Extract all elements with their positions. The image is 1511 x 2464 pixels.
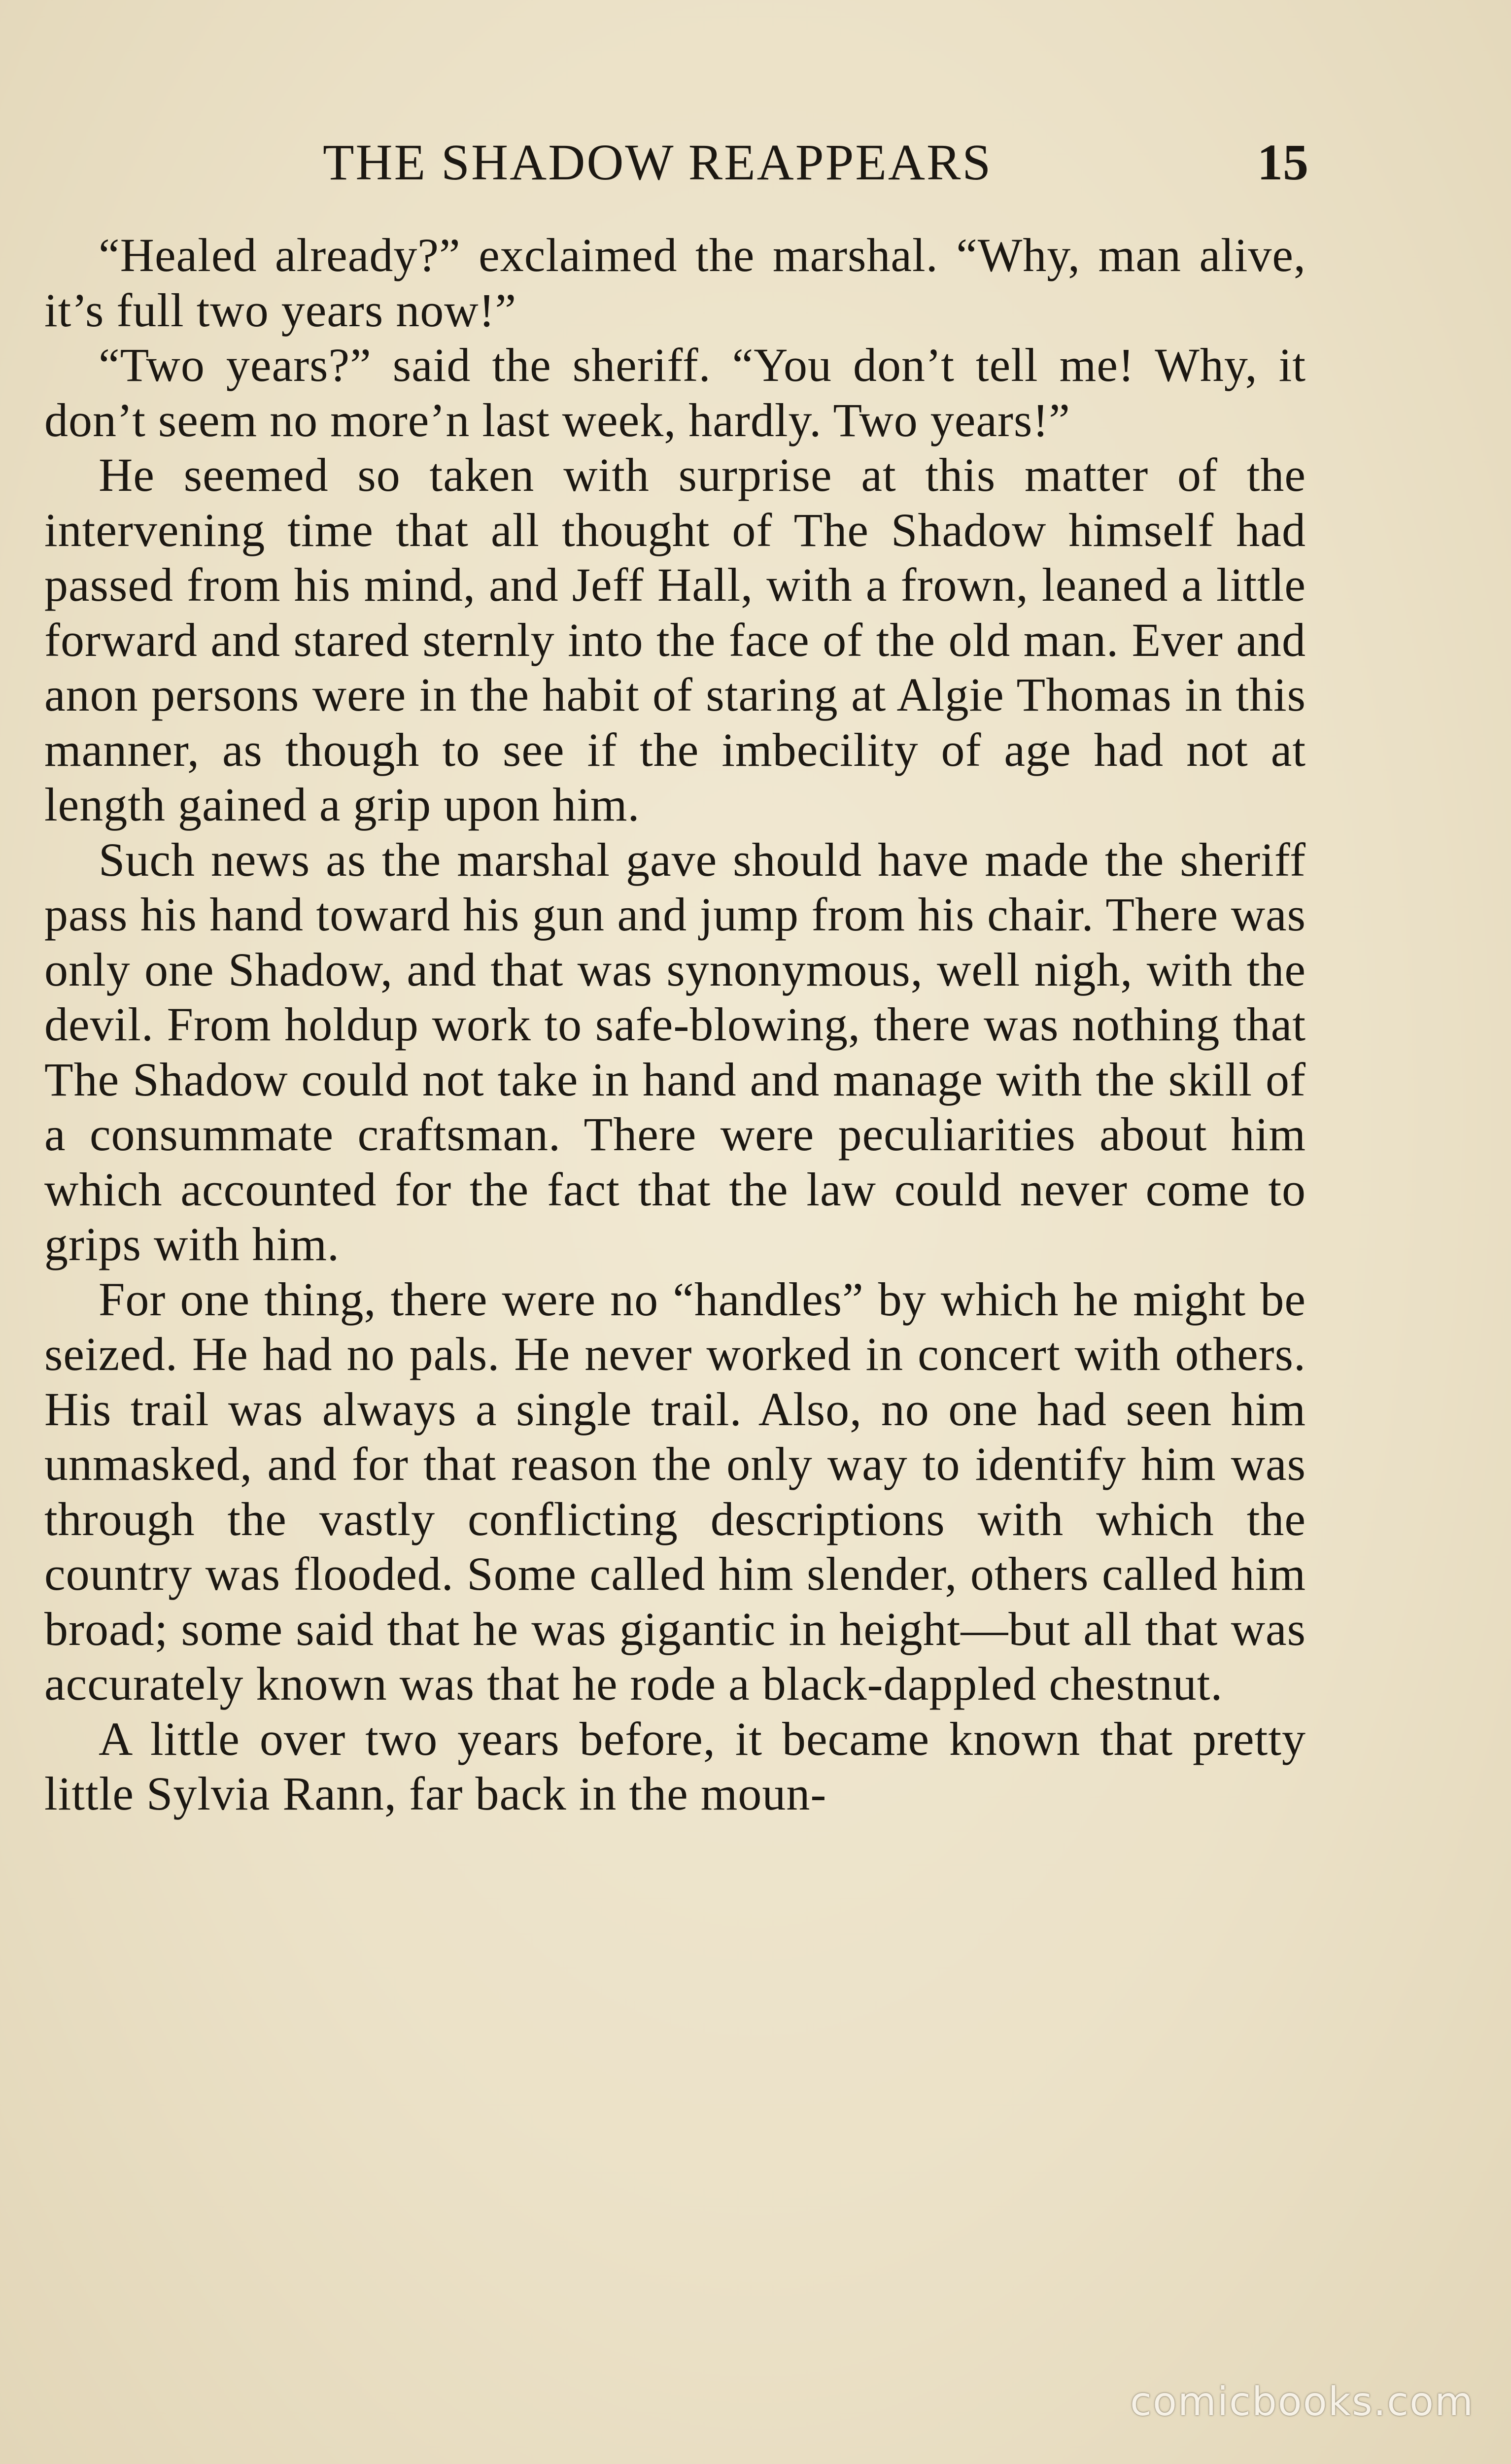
paragraph-2: “Two years?” said the sheriff. “You don’t tell me! Why, it don’t seem no more’n last week, hardly. Two years!” xyxy=(44,339,1306,446)
body-text xyxy=(44,228,1306,1821)
watermark: comicbooks.com xyxy=(1130,2379,1474,2425)
paragraph-4: Such news as the marshal gave should have made the sheriff pass his hand toward his gun and jump from his chair. There was only one Shadow, and that was synonymous, well nigh, with the devil. From holdup work to safe-blowing, there was nothing that The Shadow could not take in hand and manage with the skill of a consummate craftsman. There were peculiarities about him which accounted for the fact that the law could never come to grips with him. xyxy=(44,833,1306,1270)
paragraph-3: He seemed so taken with surprise at this matter of the intervening time that all thought of The Shadow himself had passed from his mind, and Jeff Hall, with a frown, leaned a little forward and stared sternly into the face of the old man. Ever and anon persons were in the habit of staring at Algie Thomas in this manner, as though to see if the imbecility of age had not at length gained a grip upon him. xyxy=(44,448,1306,831)
paragraph-5: For one thing, there were no “handles” by which he might be seized. He had no pals. He never worked in concert with others. His trail was always a single trail. Also, no one had seen him unmasked, and for that reason the only way to identify him was through the vastly conflicting descriptions with which the country was flooded. Some called him slender, others called him broad; some said that he was gigantic in height—but all that was accurately known was that he rode a black-dappled chestnut. xyxy=(44,1272,1306,1710)
page-header xyxy=(47,126,1308,200)
paragraph-1: “Healed already?” exclaimed the marshal. “Why, man alive, it’s full two years now!” xyxy=(44,229,1306,337)
paragraph-6: A little over two years before, it became known that pretty little Sylvia Rann, far back in the moun- xyxy=(44,1712,1306,1820)
running-head: THE SHADOW REAPPEARS xyxy=(323,134,993,191)
page-number: 15 xyxy=(1257,134,1308,191)
